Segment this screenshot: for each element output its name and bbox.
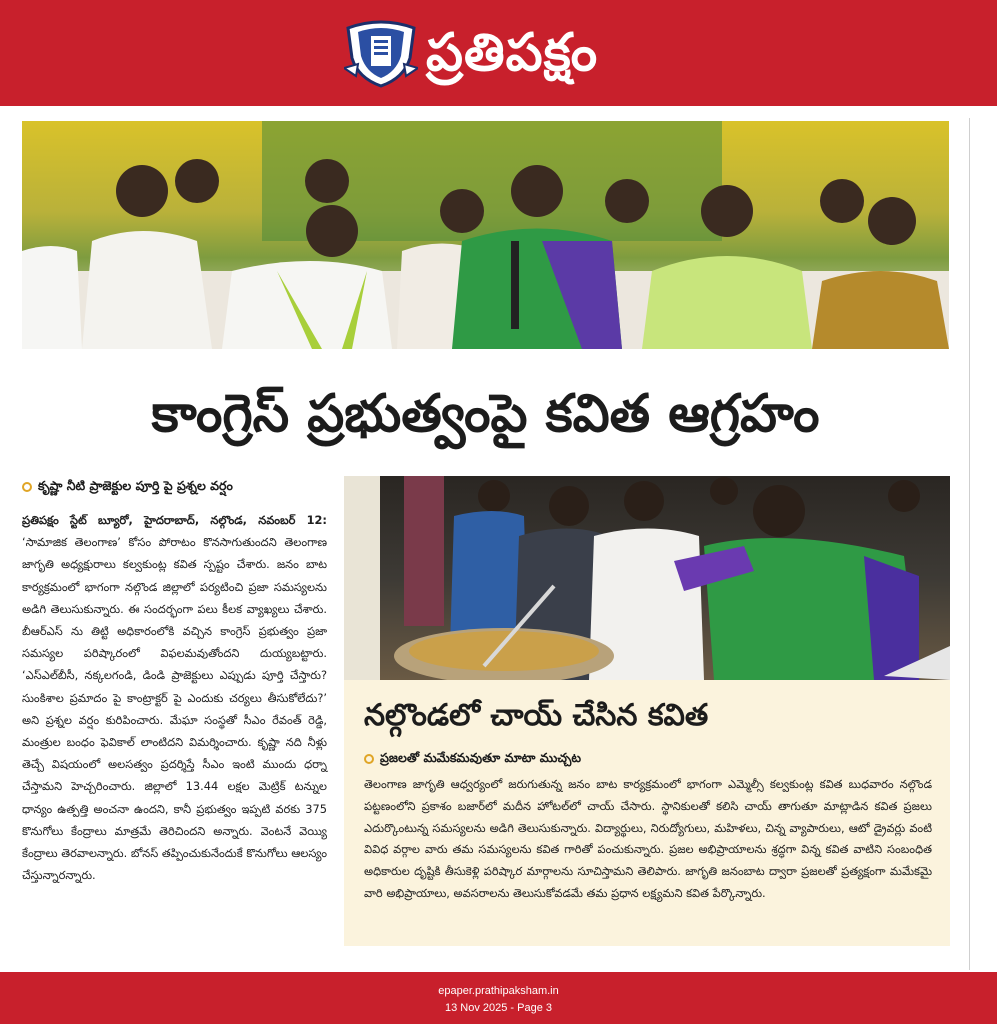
main-story-body-text: ‘సామాజిక తెలంగాణ’ కోసం పోరాటం కొనసాగుతుందని తెలంగాణ జాగృతి అధ్యక్షురాలు కల్వకుంట్ల కవిత స్పష్టం చేశారు. జనం బాట కార్యక్రమంలో భాగంగా నల్గొండ జిల్లాలో పర్యటించి ప్రజా సమస్యలను అడిగి తెలుసుకున్నారు. ఈ సందర్భంగా పలు కీలక వ్యాఖ్యలు చేశారు. బీఆర్ఎస్ ను తిట్టి అధికారంలోకి వచ్చిన కాంగ్రెస్ ప్రభుత్వం ప్రజా సమస్యల పరిష్కారంలో విఫలమవుతోందని దుయ్యబట్టారు. ‘ఎస్ఎల్‌బీసీ, నక్కలగండి, డిండి ప్రాజెక్టులు ఎప్పుడు పూర్తి చేస్తారు? సుంకిశాల ప్రమాదం పై కాంట్రాక్టర్ పై ఎందుకు చర్యలు తీసుకోలేదు?’ అని ప్రశ్నల వర్షం కురిపించారు. మేఘా సంస్థతో సీఎం రేవంత్ రెడ్డి, మంత్రుల బంధం ఫెవికాల్ లాంటిదని విమర్శించారు. కృష్ణా నది నీళ్లు తెచ్చే విషయంలో అలసత్వం ప్రదర్శిస్తే సీఎం ఇంటి ముందు ధర్నా చేస్తామని హెచ్చరించారు. జిల్లాలో 13.44 లక్షల మెట్రిక్ టన్నుల ధాన్యం ఉత్పత్తి అంచనా ఉందని, కానీ ప్రభుత్వం ఇప్పటి వరకు 375 కొనుగోలు కేంద్రాలు మాత్రమే తెరిచిందని అన్నారు. వెంటనే వెయ్యి కేంద్రాలు తెరవాలన్నారు. బోనస్ తప్పించుకునేందుకే కొనుగోలు ఆలస్యం చేస్తున్నారన్నారు. [22,535,327,883]
side-story-title: నల్గొండలో చాయ్ చేసిన కవిత [364,698,709,733]
main-headline: కాంగ్రెస్ ప్రభుత్వంపై కవిత ఆగ్రహం [151,384,820,444]
footer-url[interactable]: epaper.prathipaksham.in [438,985,559,997]
masthead [0,0,997,106]
footer-date-page: 13 Nov 2025 - Page 3 [444,1002,553,1014]
event-stage-photo [22,121,949,349]
side-story-body: తెలంగాణ జాగృతి ఆధ్వర్యంలో జరుగుతున్న జనం బాట కార్యక్రమంలో భాగంగా ఎమ్మెల్సీ కల్వకుంట్ల కవిత బుధవారం నల్గొండ పట్టణంలోని ప్రకాశం బజార్‌లో మదీన హోటల్‌లో చాయ్ చేసారు. స్థానికులతో కలిసి చాయ్ తాగుతూ మాట్లాడిన కవిత ప్రజలు ఎదుర్కొంటున్న సమస్యలను అడిగి తెలుసుకున్నారు. విద్యార్థులు, నిరుద్యోగులు, మహిళలు, చిన్న వ్యాపారులు, ఆటో డ్రైవర్లు వంటి వివిధ వర్గాల వారు తమ సమస్యలను కవిత గారితో పంచుకున్నారు. ప్రజల అభిప్రాయాలను శ్రద్ధగా విన్న కవిత వాటిని సంబంధిత అధికారుల దృష్టికి తీసుకెళ్లి పరిష్కార మార్గాలను సూచిస్తామని తెలిపారు. జాగృతి జనంబాట ద్వారా ప్రజలతో ప్రత్యక్షంగా మమేకమై వారి అభిప్రాయాలు, అవసరాలను తెలుసుకోవడమే తమ ప్రధాన లక్ష్యమని కవిత పేర్కొన్నారు. [364,777,932,900]
column-divider [969,118,970,970]
dateline: ప్రతిపక్షం స్టేట్ బ్యూరో, హైదరాబాద్, నల్గొండ, నవంబర్ 12: [22,513,327,527]
brand-title[interactable]: ప్రతిపక్షం [426,23,599,83]
main-story-body [22,509,327,886]
main-story-subheading [22,478,327,497]
newspaper-emblem-icon[interactable] [344,18,418,90]
footer-bar [0,972,997,1024]
main-story-subheading-text: కృష్ణా నీటి ప్రాజెక్టుల పూర్తి పై ప్రశ్నల వర్షం [38,478,233,493]
side-story-subheading-text: ప్రజలతో మమేకమవుతూ మాటా ముచ్చట [380,750,582,765]
tea-stall-photo [344,476,950,680]
bullet-icon [364,754,374,764]
main-story-column [22,478,327,958]
side-story-subheading [364,750,581,769]
side-story-box [344,680,950,946]
bullet-icon [22,482,32,492]
